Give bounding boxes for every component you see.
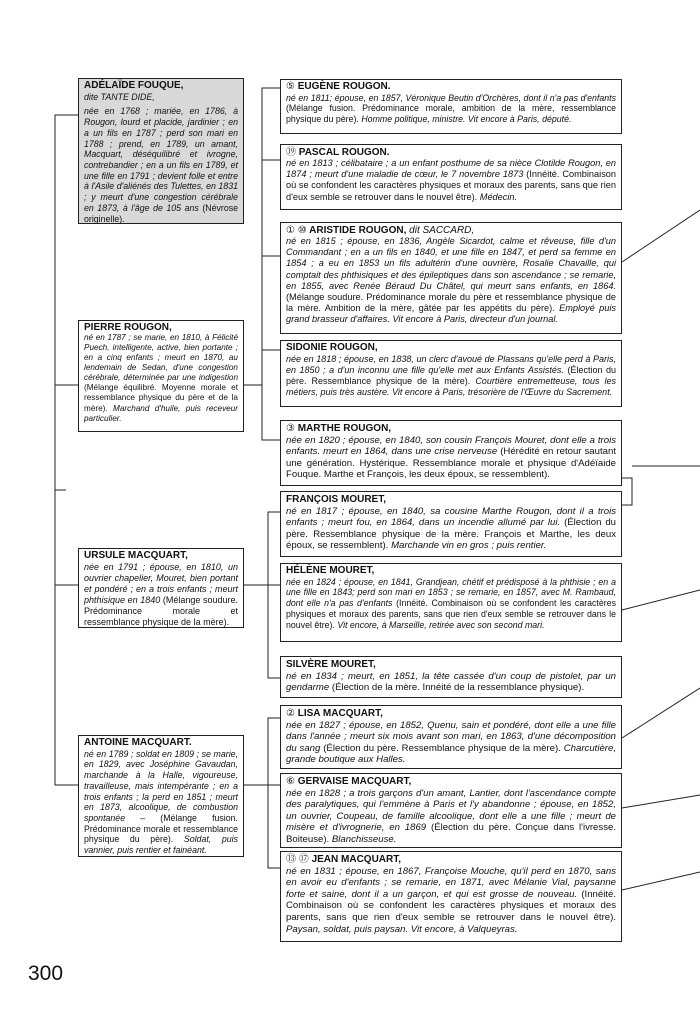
person-description: née en 1768 ; mariée, en 1786, à Rougon, lourd et placide, jardinier ; en a un fils en 1787 ; perd son mari en 1788 ; prend, en 1789, un amant, Macquart, déséquilibré et ivrogne, contrebandier ; en a un fils en 1789, et une fille en 1791 ; devient folle et entre à l'Asile d'aliénés des Tulettes, en 1831 ; y meurt d'une congestion cérébrale en 1873, à l'âge de 105 ans (Névrose originelle). xyxy=(84,106,238,224)
person-box-lisa xyxy=(280,705,622,769)
person-name: SIDONIE ROUGON, xyxy=(286,342,378,353)
person-box-silvere xyxy=(280,656,622,698)
person-description: né en 1815 ; épouse, en 1836, Angèle Sicardot, calme et rêveuse, fille d'un Commandant ; en a un fils en 1840, et une fille en 1847, et perd sa femme en 1854 ; a eu en 1853 un fils adultérin d'une ouvrière, Rosalie Chavaille, qui comptait des phthisiques et des épileptiques dans son ascendance ; se remarie, en 1855, avec Renée Béraud Du Châtel, qui meurt sans enfants, en 1864. (Mélange soudure. Prédominance morale du père et ressemblance physique de la mère. Ambition de la mère, gâtée par les appétits du père). Employé puis grand brasseur d'affaires. Vit encore à Paris, directeur d'un journal. xyxy=(286,236,616,325)
branch-pierre-children xyxy=(244,88,282,385)
person-description: né en 1789 ; soldat en 1809 ; se marie, en 1829, avec Joséphine Gavaudan, marchande à la Halle, vigoureuse, travailleuse, mais intempérante ; en a trois enfants ; la perd en 1851 ; meurt en 1873, alcoolique, de combustion spontanée – (Mélange fusion. Prédominance morale et ressemblance physique du père). Soldat, puis vannier, puis rentier et fainéant. xyxy=(84,748,238,856)
person-name: ⑲ PASCAL ROUGON. xyxy=(286,147,390,158)
branch-antoine-children xyxy=(244,718,282,785)
person-description: née en 1824 ; épouse, en 1841, Grandjean, chétif et prédisposé à la phthisie ; en a une fille en 1843; perd son mari en 1853 ; se remarie, en 1857, avec M. Rambaud, dont elle n'a pas d'enfants (Innéité. Combinaison où se confondent les caractères physiques et moraux des parents, sans que rien d'eux semble se retrouver dans le nouvel être). Vit encore, à Marseille, retirée avec son second mari. xyxy=(286,576,616,630)
person-description: née en 1820 ; épouse, en 1840, son cousin François Mouret, dont elle a trois enfants. meurt en 1864, dans une crise nerveuse (Hérédité en retour sautant une génération. Hystérique. Ressemblance morale et physique d'Adéïaide Fouque. Marthe et François, les deux époux, se ressemblent). xyxy=(286,434,616,481)
person-box-adelaide xyxy=(78,78,244,224)
person-name: ⑥ GERVAISE MACQUART, xyxy=(286,776,412,787)
person-name: HÉLÈNE MOURET, xyxy=(286,565,375,576)
person-description: né en 1817 ; épouse, en 1840, sa cousine Marthe Rougon, dont il a trois enfants ; meurt fou, en 1864, dans un incendie allumé par lui. (Élection du père. Ressemblance physique de la mère. François et Marthe, les deux époux, se ressemblent). Marchande vin en gros ; puis rentier. xyxy=(286,505,617,552)
person-description: née en 1791 ; épouse, en 1810, un ouvrier chapelier, Mouret, bien portant et pondéré ; en a trois enfants ; meurt phthisique en 1840 (Mélange soudure. Prédominance morale et ressemblance physique de la mère). xyxy=(84,561,238,627)
novel-number-badge: ⑥ xyxy=(286,776,295,787)
person-description: née en 1828 ; a trois garçons d'un amant, Lantier, dont l'ascendance compte des paralytiques, qui l'emmène à Paris et l'y abandonne ; épouse, en 1852, un ouvrier, Coupeau, de famille alcoolique, dont elle a une fille ; meurt de misère et d'ivrognerie, en 1869 (Élection du père. Conçue dans l'ivresse. Boiteuse). Blanchisseuse. xyxy=(286,787,616,845)
person-description: né en 1787 ; se marie, en 1810, à Félicité Puech, intelligente, active, bien portante ; en a cinq enfants ; meurt en 1870, au lendemain de Sedan, d'une congestion cérébrale, déterminée par une indigestion (Mélange équilibré. Moyenne morale et ressemblance physique du père et de la mère). Marchand d'huile, puis receveur particulier. xyxy=(84,333,238,423)
person-name: PIERRE ROUGON, xyxy=(84,322,172,333)
person-name: ① ⑩ ARISTIDE ROUGON, dit SACCARD, xyxy=(286,225,475,236)
person-box-pascal xyxy=(280,144,622,210)
novel-number-badge: ⑤ xyxy=(286,81,295,92)
person-description: né en 1813 ; célibataire ; a un enfant posthume de sa nièce Clotilde Rougon, en 1874 ; meurt d'une maladie de cœur, le 7 novembre 1873 (Innéité. Combinaison où se confondent les caractères physiques et moraux des parents, sans que rien d'eux semble se retrouver dans le nouvel être). Médecin. xyxy=(286,158,617,202)
line-to-next-page-4 xyxy=(622,688,700,738)
line-to-next-page-5 xyxy=(622,795,700,808)
person-box-gervaise xyxy=(280,773,622,848)
person-description: né en 1834 ; meurt, en 1851, la tête cassée d'un coup de pistolet, par un gendarme (Élection de la mère. Innéité de la ressemblance physique). xyxy=(286,670,616,694)
person-description: née en 1827 ; épouse, en 1852, Quenu, sain et pondéré, dont elle a une fille dans l'année ; meurt six mois avant son mari, en 1863, d'une décomposition du sang (Élection du père. Ressemblance physique de la mère). Charcutière, grande boutique aux Halles. xyxy=(286,719,616,766)
person-box-marthe xyxy=(280,420,622,486)
trunk-line xyxy=(55,115,78,490)
person-box-francois xyxy=(280,491,622,557)
page-number: 300 xyxy=(28,962,64,985)
line-to-next-page-3 xyxy=(622,590,700,610)
novel-number-badge: ③ xyxy=(286,423,295,434)
person-box-helene xyxy=(280,563,622,642)
branch-antoine xyxy=(55,490,78,785)
person-name: ③ MARTHE ROUGON, xyxy=(286,423,392,434)
person-name: SILVÈRE MOURET, xyxy=(286,659,376,670)
person-name: ADÉLAÏDE FOUQUE, xyxy=(84,80,184,91)
person-description: né en 1831 ; épouse, en 1867, Françoise Mouche, qu'il perd en 1870, sans en avoir eu d'enfants ; se remarie, en 1871, avec Mélanie Vial, paysanne forte et saine, dont il a un garçon, et qui est grosse de nouveau. (Innéité. Combinaison où se confondent les caractères physiques et moraux des parents, sans que rien d'eux semble se retrouver dans le nouvel être). Paysan, soldat, puis paysan. Vit encore, à Valqueyras. xyxy=(286,865,616,935)
person-name: ② LISA MACQUART, xyxy=(286,708,383,719)
person-description: né en 1811; épouse, en 1857, Véronique Beutin d'Orchères, dont il n'a pas d'enfants (Mélange fusion. Prédominance morale, ambition de la mère, ressemblance physique du père). Homme politique, ministre. Vit encore à Paris, député. xyxy=(286,92,616,125)
person-box-pierre xyxy=(78,320,244,432)
line-to-next-page-2 xyxy=(622,210,700,262)
union-marthe-francois xyxy=(622,478,632,505)
person-box-ursule xyxy=(78,548,244,628)
novel-number-badge: ① ⑩ xyxy=(286,225,307,236)
person-box-eugene xyxy=(280,79,622,134)
novel-number-badge: ⑲ xyxy=(286,147,296,158)
person-box-sidonie xyxy=(280,340,622,407)
person-box-aristide xyxy=(280,222,622,334)
person-box-antoine xyxy=(78,735,244,857)
line-to-next-page-6 xyxy=(622,872,700,890)
branch-marthe xyxy=(262,350,282,440)
person-subtitle: dite TANTE DIDE, xyxy=(84,91,155,102)
person-name: FRANÇOIS MOURET, xyxy=(286,494,386,505)
person-name: ANTOINE MACQUART. xyxy=(84,737,192,748)
person-name: URSULE MACQUART, xyxy=(84,550,188,561)
person-description: née en 1818 ; épouse, en 1838, un clerc d'avoué de Plassans qu'elle perd à Paris, en 1850 ; a d'un inconnu une fille qu'elle met aux Enfants Assistés. (Élection du père. Ressemblance physique de la mère). Courtière entremetteuse, tous les métiers, puis très austère. Vit encore à Paris, trésorière de l'Œuvre du Sacrement. xyxy=(286,353,616,397)
novel-number-badge: ② xyxy=(286,708,295,719)
person-name: ⑤ EUGÈNE ROUGON. xyxy=(286,81,391,92)
person-box-jean xyxy=(280,851,622,942)
novel-number-badge: ⑬ ⑰ xyxy=(286,854,309,865)
person-name: ⑬ ⑰ JEAN MACQUART, xyxy=(286,854,402,865)
branch-ursule-children xyxy=(244,512,282,585)
